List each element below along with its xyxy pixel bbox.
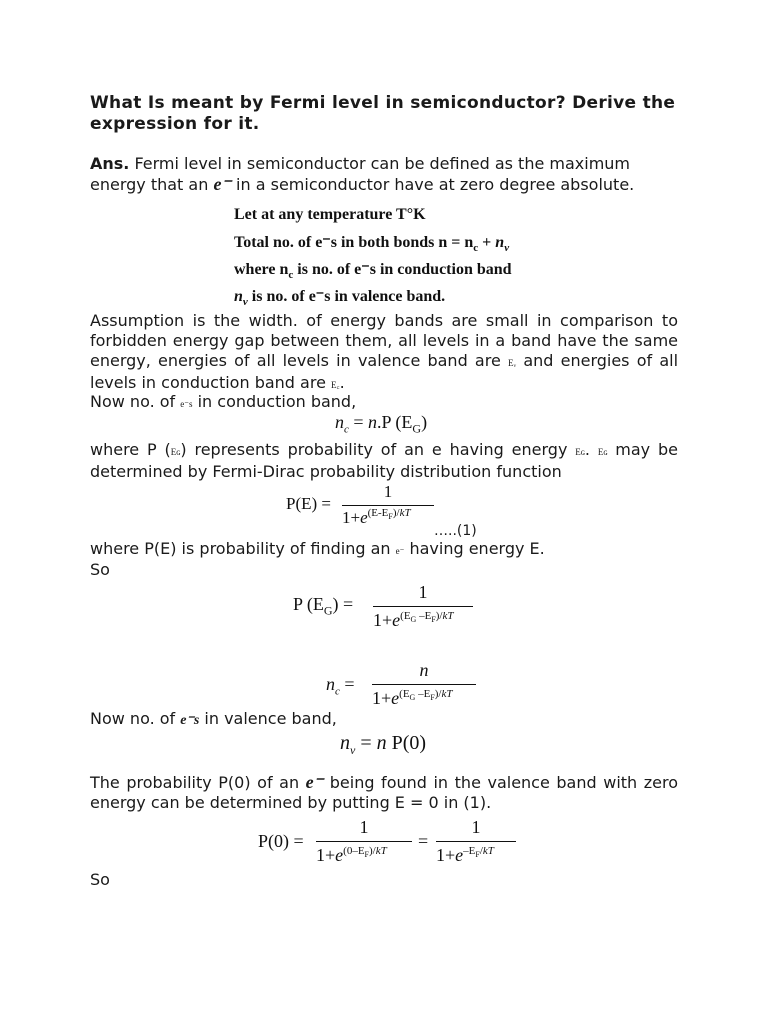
conduction-line-post: in conduction band,: [192, 392, 357, 411]
equation-p0: P(0) = 1 $1+e^{(0-E_F)/kT}$ = 1 $1+e^{-E_F/kT}$: [258, 815, 518, 871]
definition-temperature: Let at any temperature T°K: [234, 206, 426, 223]
electrons-symbol: e⁻s: [180, 713, 200, 728]
valence-line: [90, 709, 678, 731]
electron-symbol-small: e⁻: [395, 546, 405, 556]
fermi-text-c: .: [584, 440, 598, 459]
answer-label: Ans.: [90, 154, 130, 173]
eg-symbol-3: Eɢ: [597, 447, 608, 457]
fermi-text-d: may be determined by Fermi-Dirac probability distribution function: [90, 440, 679, 481]
assumption-text-b: and energies of all levels in conduction band are: [90, 351, 679, 392]
definition-nv-text: is no. of e⁻s in valence band.: [247, 288, 446, 305]
definition-nc: where $n_c$ is no. of e⁻s in conduction band: [234, 261, 512, 282]
equation-p-eg: P $(E_G)$ = 1 $1+e^{(E_G -E_F)/kT}$: [293, 582, 483, 634]
equation-1-numerator: 1: [383, 482, 393, 501]
probability-line: [90, 539, 678, 561]
equation-nc-fraction: $n_c$ = n $1+e^{(E_G -E_F)/kT}$: [326, 660, 486, 712]
assumption-text-a: Assumption is the width. of energy bands are small in comparison to forbidden energy gap between them, all levels in a band have the same energy, energies of all levels in valence band are: [90, 311, 678, 370]
definition-total: Total no. of e⁻s in both bonds $n = n_c + n_v$: [234, 234, 510, 255]
equation-p0-numerator-1: 1: [359, 817, 369, 837]
electron-symbol-2: e⁻: [305, 772, 324, 792]
answer-paragraph: [90, 154, 678, 195]
definition-total-text: Total no. of e⁻s in both bonds n = n: [234, 234, 474, 251]
equation-p-eg-numerator: 1: [418, 582, 428, 602]
probability-line-post: having energy E.: [404, 539, 545, 558]
conduction-line-pre: Now no. of: [90, 392, 181, 411]
definition-nc-text: is no. of e⁻s in conduction band: [293, 261, 512, 278]
answer-line2-pre: energy that an: [90, 175, 214, 194]
equation-nv: $n_v = n$ P(0): [340, 732, 427, 757]
equation-p0-numerator-2: 1: [471, 817, 481, 837]
valence-line-post: in valence band,: [199, 709, 337, 728]
fermi-text-b: ) represents probability of an e having energy: [180, 440, 576, 459]
definition-nv: $n_v$ is no. of e⁻s in valence band.: [234, 288, 446, 309]
conduction-line: [90, 392, 678, 414]
ev-symbol: Eᵥ: [507, 358, 517, 368]
ec-symbol: E꜀: [331, 380, 340, 390]
answer-line1: Fermi level in semiconductor can be defined as the maximum: [129, 154, 631, 173]
answer-line2-post: in a semiconductor have at zero degree absolute.: [230, 175, 635, 194]
eg-symbol-1: Eɢ: [170, 447, 181, 457]
fermi-text-a: where P (: [90, 440, 171, 459]
fermi-dirac-paragraph: [90, 440, 678, 482]
p0-text-a: The probability P(0) of an: [90, 773, 306, 792]
so-line-1: So: [90, 560, 110, 579]
valence-line-pre: Now no. of: [90, 709, 181, 728]
p0-paragraph: [90, 772, 678, 813]
equation-1-label: …..(1): [434, 523, 477, 539]
p0-text-b: being found in the valence band with zero energy can be determined by putting E = 0 in (1).: [90, 773, 679, 812]
electron-symbol: e⁻: [213, 174, 231, 194]
equation-nc: $n_c = n.P$ $(E_G)$: [335, 412, 428, 436]
probability-line-pre: where P(E) is probability of finding an: [90, 539, 396, 558]
assumption-text-c: .: [339, 373, 345, 392]
equation-nc-n: n: [335, 412, 344, 432]
so-line-2: So: [90, 870, 110, 889]
eg-symbol-2: Eɢ: [575, 447, 585, 457]
electrons-symbol-small: e⁻s: [180, 399, 193, 409]
equation-nc-numerator: n: [419, 660, 429, 680]
question-title: What Is meant by Fermi level in semiconductor? Derive the expression for it.: [90, 93, 676, 134]
equation-1: P(E) = 1 $1+e^{(E-E_F)/kT}$: [286, 484, 436, 532]
assumption-paragraph: [90, 311, 678, 395]
definition-nc-where: where n: [234, 261, 289, 278]
definitions-block: [232, 204, 542, 308]
